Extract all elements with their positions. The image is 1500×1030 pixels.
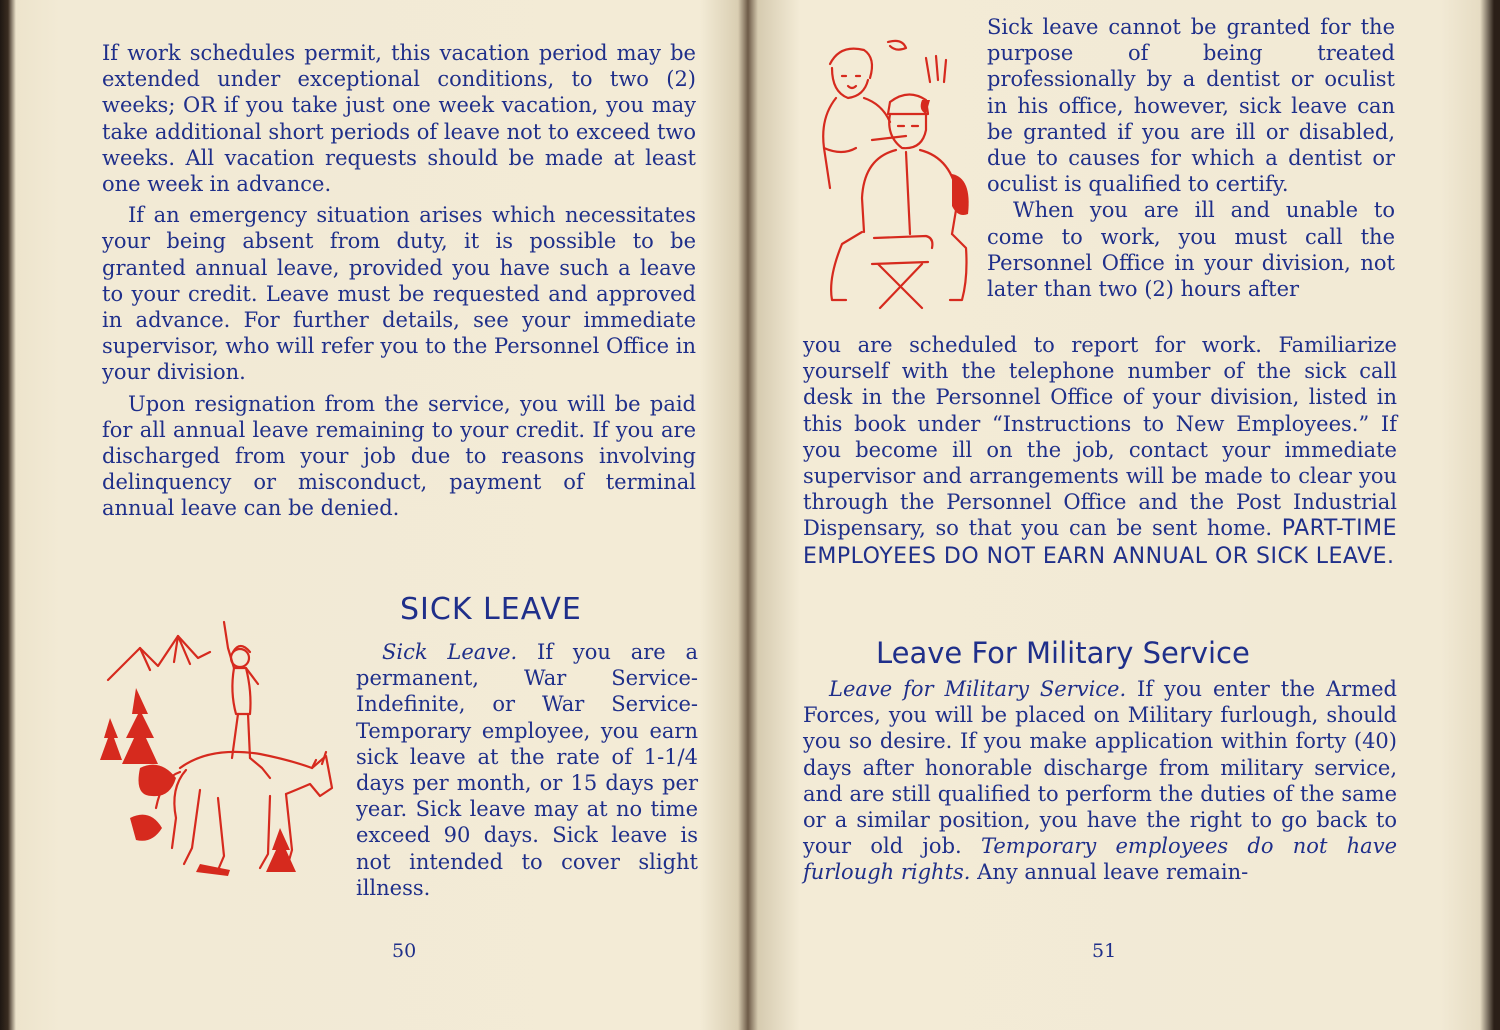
calling-in-sick-paragraph	[803, 332, 1397, 570]
nurse-and-patient-illustration	[802, 38, 982, 320]
military-leave-tail: Any annual leave remain-	[970, 860, 1249, 885]
page-number-right: 51	[1092, 940, 1117, 962]
sick-leave-body: If you are a permanent, War Service-Indefinite, or War Service-Temporary employee, you earn sick leave at the rate of 1-1/4 days per month, or 15 days per year. Sick leave may at no time exceed 90 days. Sick leave is not intended to cover slight illness.	[356, 640, 699, 900]
military-leave-heading: Leave For Military Service	[876, 636, 1250, 670]
page-number-left: 50	[392, 940, 417, 962]
military-leave-paragraph	[803, 676, 1397, 886]
furlough-rights-note: Temporary employees do not have furlough rights.	[803, 834, 1397, 885]
vacation-extension-paragraph: If work schedules permit, this vacation period may be extended under exceptional conditions, to two (2) weeks; OR if you take just one week vacation, you may take additional short periods of leave not to exceed two weeks. All vacation requests should be made at least one week in advance.	[102, 41, 696, 197]
military-leave-lead: Leave for Military Service.	[829, 677, 1127, 701]
resignation-paragraph: Upon resignation from the service, you will be paid for all annual leave remaining to your credit. If you are discharged from your job due to reasons involving delinquency or misconduct, payment of terminal annual leave can be denied.	[102, 391, 696, 521]
part-time-notice: PART-TIME EMPLOYEES DO NOT EARN ANNUAL OR SICK LEAVE.	[803, 516, 1397, 569]
right-page	[750, 0, 1500, 1030]
left-page-body	[102, 40, 696, 522]
sick-leave-paragraph	[356, 639, 698, 901]
sick-leave-lead: Sick Leave.	[382, 640, 518, 664]
military-leave-body: If you enter the Armed Forces, you will be placed on Military furlough, should you so desire. If you make application within forty (40) days after honorable discharge from military service, and are still qualified to perform the duties of the same or a similar position, you have the right to go back to your old job.	[803, 677, 1397, 859]
emergency-leave-paragraph: If an emergency situation arises which necessitates your being absent from duty, it is possible to be granted annual leave, provided you have such a leave to your credit. Leave must be requested and approved in advance. For further details, see your immediate supervisor, who will refer you to the Personnel Office in your division.	[102, 203, 696, 385]
right-page-top-text	[987, 14, 1395, 302]
dental-sick-leave-paragraph: Sick leave cannot be granted for the purpose of being treated professionally by a dentist or oculist in his office, however, sick leave can be granted if you are ill or disabled, due to causes for which a dentist or oculist is qualified to certify.	[987, 15, 1395, 197]
calling-in-sick-paragraph-rest: you are scheduled to report for work. Familiarize yourself with the telephone number of the sick call desk in the Personnel Office of your division, listed in this book under “Instructions to New Employees.” If you become ill on the job, contact your immediate supervisor and arrangements will be made to clear you through the Personnel Office and the Post Industrial Dispensary, so that you can be sent home.	[803, 333, 1397, 541]
calling-in-sick-paragraph-start: When you are ill and unable to come to work, you must call the Personnel Office in your division, not later than two (2) hours after	[987, 198, 1395, 302]
woman-on-horse-illustration	[100, 618, 340, 890]
sick-leave-heading: SICK LEAVE	[400, 592, 582, 627]
